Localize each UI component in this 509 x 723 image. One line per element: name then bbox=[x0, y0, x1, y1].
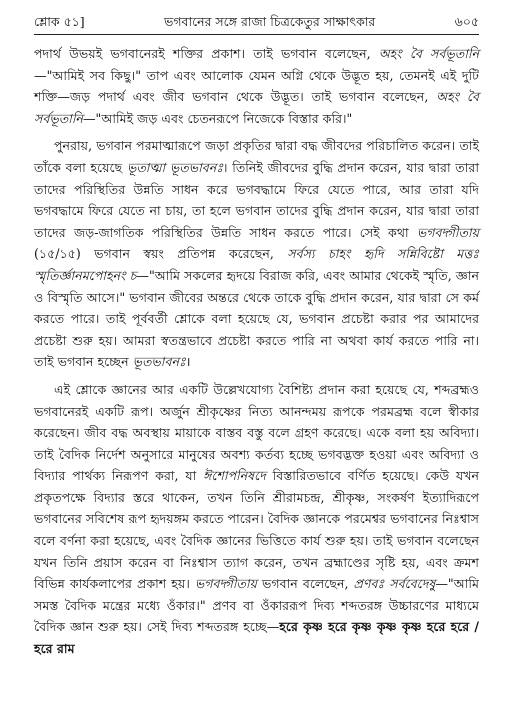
sanskrit-quote: অহং বৈ সর্বভূতানি bbox=[378, 46, 479, 61]
text-span: । bbox=[185, 354, 191, 370]
text-span: —"আমিই সব কিছু।" তাপ এবং আলোক যেমন অগ্নি থেকে উদ্ভূত হয়, তেমনই এই দুটি শক্তি—জড় পদার্থ এবং জীব ভগবান থেকে উদ্ভূত। তাই ভগবান বলেছেন, bbox=[34, 67, 479, 105]
paragraph-2 bbox=[34, 135, 479, 373]
paragraph-3 bbox=[34, 379, 479, 660]
purport-text bbox=[34, 43, 479, 660]
page-number: ৬০৫ bbox=[454, 14, 479, 29]
text-span: (১৫/১৫) ভগবান স্বয়ং প্রতিপন্ন করেছেন, bbox=[34, 246, 288, 262]
sanskrit-quote: অহং বৈ সর্বভূতানি bbox=[34, 89, 479, 126]
text-span: —"আমি সমস্ত বৈদিক মন্ত্রের মধ্যে ওঁকার।" প্রণব বা ওঁকাররূপ দিব্য শব্দতরঙ্গ উচ্চারণের মাধ্যমে বৈদিক জ্ঞান শুরু হয়। সেই দিব্য শব্দতরঙ্গ হচ্ছে— bbox=[34, 576, 479, 635]
text-span: ভগবান বলেছেন, bbox=[256, 576, 354, 592]
text-span: বিস্তারিতভাবে বর্ণিত হয়েছে। কেউ যখন প্রকৃতপক্ষে বিদ্যার স্তরে থাকেন, তখন তিনি শ্রীরামচন্দ্র, শ্রীকৃষ্ণ, সংকর্ষণ ইত্যাদিরূপে ভগবানের সবিশেষ রূপ হৃদয়ঙ্গম করতে পারেন। বৈদিক জ্ঞানকে পরমেশ্বর ভগবানের নিঃশ্বাস বলে বর্ণনা করা হয়েছে, এবং বৈদিক জ্ঞানের ভিত্তিতে কার্য শুরু হয়। তাই ভগবান বলেছেন যখন তিনি প্রয়াস করেন বা নিঃশ্বাস ত্যাগ করেন, তখন ব্রহ্মাণ্ডের সৃষ্টি হয়, এবং ক্রমশ বিভিন্ন কার্যকলাপের প্রকাশ হয়। bbox=[34, 468, 479, 592]
text-span: । তিনিই জীবদের বুদ্ধি প্রদান করেন, যার দ্বারা তারা তাদের পরিস্থিতির উন্নতি সাধন করে ভগবদ্ধামে ফিরে যেতে পারে, আর তারা যদি ভগবদ্ধামে ফিরে যেতে না চায়, তা হলে ভগবান তাদের বুদ্ধি প্রদান করেন, যার দ্বারা তারা তাদের জড়-জাগতিক পরিস্থিতির উন্নতি সাধন করতে পারে। সেই কথা bbox=[34, 159, 479, 240]
book-title: ভগবদ্গীতায় bbox=[194, 576, 257, 592]
sanskrit-quote: প্রণবঃ সর্ববেদেষু bbox=[353, 576, 436, 592]
text-span: —"আমি সকলের হৃদয়ে বিরাজ করি, এবং আমার থেকেই স্মৃতি, জ্ঞান ও বিস্মৃতি আসে।" ভগবান জীবের অন্তরে থেকে তাকে বুদ্ধি প্রদান করেন, যার দ্বারা সে কর্ম করতে পারে। তাই পূর্ববর্তী শ্লোকে বলা হয়েছে যে, ভগবান প্রচেষ্টা করার পর আমাদের প্রচেষ্টা শুরু হয়। আমরা স্বতন্ত্রভাবে প্রচেষ্টা করতে পারি না অথবা কার্য করতে পারি না। তাই ভগবান হচ্ছেন bbox=[34, 267, 480, 370]
sanskrit-quote: সর্বস্য চাহং হৃদি সন্নিবিষ্টো মত্তঃ স্মৃতির্জ্ঞানমপোহনং চ bbox=[34, 246, 479, 283]
paragraph-1 bbox=[34, 43, 479, 129]
maha-mantra: হরে কৃষ্ণ হরে কৃষ্ণ কৃষ্ণ কৃষ্ণ হরে হরে / হরে রাম bbox=[34, 619, 480, 657]
text-span: এই শ্লোকে জ্ঞানের আর একটি উল্লেখযোগ্য বৈশিষ্ট্য প্রদান করা হয়েছে যে, শব্দব্রহ্মও ভগবানেরই একটি রূপ। অর্জুন শ্রীকৃষ্ণের নিত্য আনন্দময় রূপকে পরমব্রহ্ম বলে স্বীকার করেছেন। জীব বদ্ধ অবস্থায় মায়াকে বাস্তব বস্তু বলে গ্রহণ করেছে। একে বলা হয় অবিদ্যা। তাই বৈদিক নির্দেশ অনুসারে মানুষের অবশ্য কর্তব্য হচ্ছে ভগবদ্ভক্ত হওয়া এবং অবিদ্যা ও বিদ্যার পার্থক্য নিরূপণ করা, যা bbox=[34, 381, 479, 484]
text-span: —"আমিই জড় এবং চেতনরূপে নিজেকে বিস্তার করি।" bbox=[82, 110, 353, 126]
chapter-title: ভগবানের সঙ্গে রাজা চিত্রকেতুর সাক্ষাৎকার bbox=[164, 14, 376, 29]
text-span: পদার্থ উভয়ই ভগবানেরই শক্তির প্রকাশ। তাই ভগবান বলেছেন, bbox=[34, 46, 379, 61]
book-title: ভগবদ্গীতায় bbox=[416, 224, 479, 240]
running-header bbox=[34, 14, 479, 35]
sanskrit-quote: ভূতভাবনঃ bbox=[132, 354, 186, 370]
verse-reference: শ্লোক ৫১] bbox=[34, 14, 85, 29]
book-title: ঈশোপনিষদে bbox=[203, 468, 266, 484]
sanskrit-quote: ভূতাত্মা ভূতভাবনঃ bbox=[126, 159, 224, 175]
text-span: পুনরায়, ভগবান পরমাত্মারূপে জড়া প্রকৃতির দ্বারা বদ্ধ জীবদের পরিচালিত করেন। তাই তাঁকে বলা হয়েছে bbox=[34, 138, 479, 175]
